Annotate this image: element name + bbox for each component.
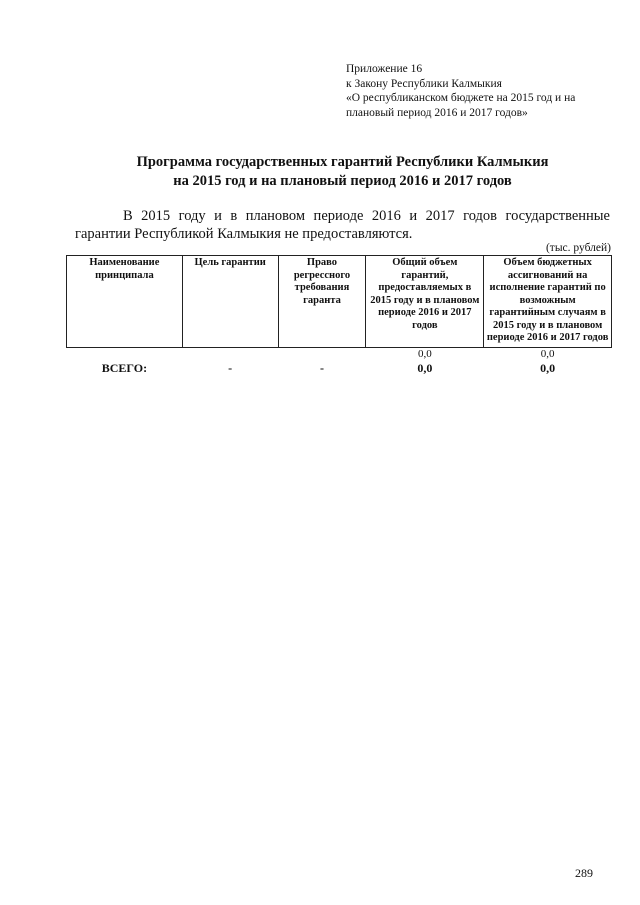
table-cell (278, 347, 366, 361)
table-cell (182, 347, 278, 361)
total-row (67, 361, 612, 376)
appendix-line: «О республиканском бюджете на 2015 год и на (346, 92, 576, 104)
guarantees-table (66, 255, 612, 376)
appendix-line: плановый период 2016 и 2017 годов» (346, 106, 528, 119)
table-cell: 0,0 (417, 347, 432, 360)
units-label: (тыс. рублей) (545, 242, 611, 254)
table-header-row (67, 256, 612, 348)
page-number: 289 (575, 866, 593, 880)
title-line-2: на 2015 год и на плановый период 2016 и 2017 годов (173, 173, 512, 189)
appendix-line: Приложение 16 (346, 63, 423, 75)
table-cell: 0,0 (417, 360, 433, 375)
header-principal: Наименование принципала (67, 256, 183, 348)
total-label: ВСЕГО: (101, 360, 148, 375)
table-cell: - (228, 360, 233, 375)
table-cell: - (319, 360, 324, 375)
table-cell: 0,0 (540, 360, 556, 375)
title-line-1: Программа государственных гарантий Республики Калмыкия (136, 154, 549, 170)
table-cell: 0,0 (540, 347, 555, 360)
table-cell (67, 347, 183, 361)
document-title (60, 153, 625, 191)
header-budget-allocations: Объем бюджетных ассигнований на исполнение гарантий по возможным гарантийным случаям в 2015 году и в плановом периоде 2016 и 2017 годов (484, 256, 612, 348)
appendix-line: к Закону Республики Калмыкия (346, 77, 502, 90)
header-purpose: Цель гарантии (182, 256, 278, 348)
body-paragraph: В 2015 году и в плановом периоде 2016 и 2017 годов государственные гарантии Республикой Калмыкия не предоставляются. (75, 208, 610, 242)
appendix-reference (346, 62, 626, 120)
table-row (67, 347, 612, 361)
header-total-guarantees: Общий объем гарантий, предоставляемых в 2015 году и в плановом периоде 2016 и 2017 годов (366, 256, 484, 348)
header-recourse-right: Право регрессного требования гаранта (278, 256, 366, 348)
